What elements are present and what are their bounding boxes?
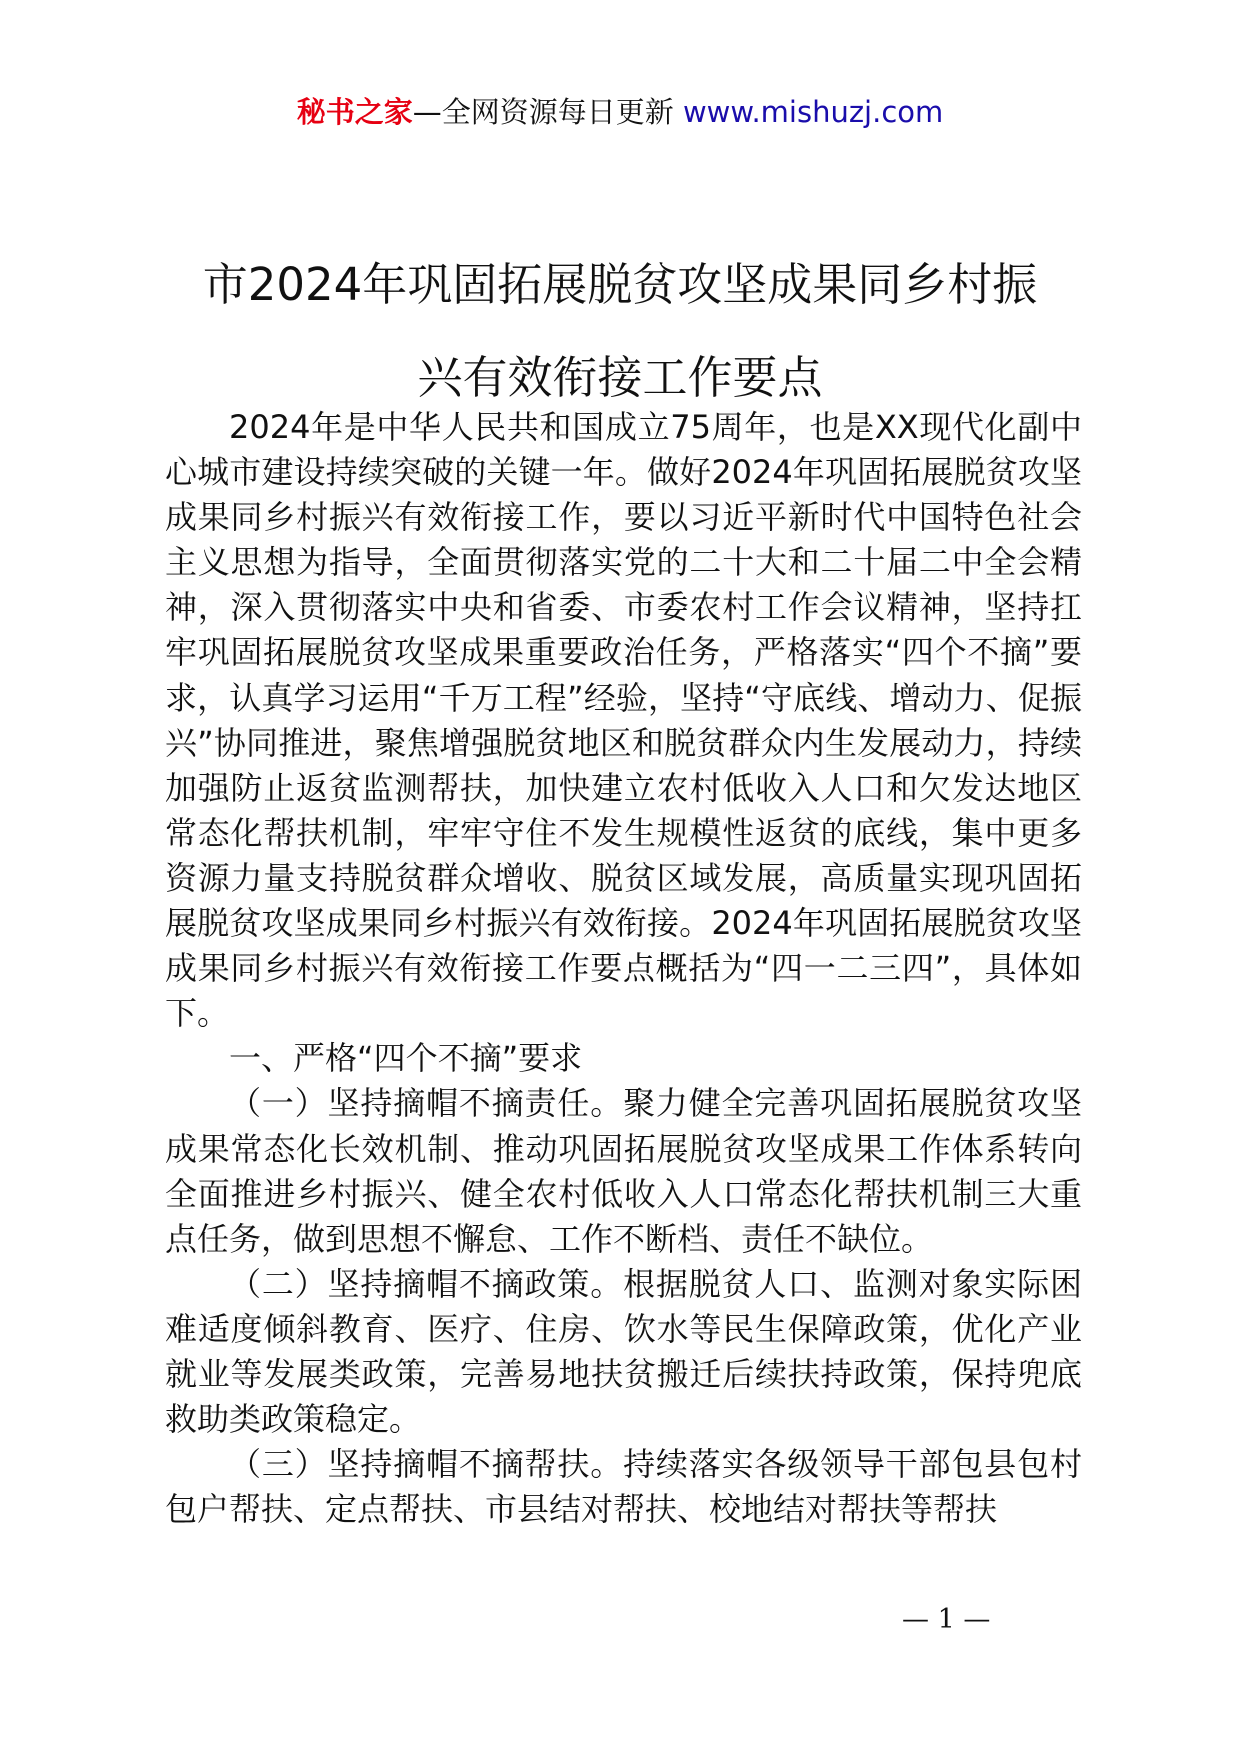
title-line-2: 兴有效衔接工作要点 — [417, 351, 823, 404]
site-banner — [0, 92, 1240, 132]
document-body — [165, 405, 1082, 1532]
section-heading-1: 一、严格“四个不摘”要求 — [229, 1039, 583, 1078]
banner-slogan: —全网资源每日更新 — [412, 95, 674, 129]
body-paragraph-1: （一）坚持摘帽不摘责任。聚力健全完善巩固拓展脱贫攻坚成果常态化长效机制、推动巩固拓展脱贫攻坚成果工作体系转向全面推进乡村振兴、健全农村低收入人口常态化帮扶机制三大重点任务，做到思想不懈怠、工作不断档、责任不缺位。 — [165, 1084, 1082, 1258]
page-number: — 1 — — [902, 1604, 991, 1635]
intro-paragraph: 2024年是中华人民共和国成立75周年，也是XX现代化副中心城市建设持续突破的关键一年。做好2024年巩固拓展脱贫攻坚成果同乡村振兴有效衔接工作，要以习近平新时代中国特色社会主义思想为指导，全面贯彻落实党的二十大和二十届二中全会精神，深入贯彻落实中央和省委、市委农村工作会议精神，坚持扛牢巩固拓展脱贫攻坚成果重要政治任务，严格落实“四个不摘”要求，认真学习运用“千万工程”经验，坚持“守底线、增动力、促振兴”协同推进，聚焦增强脱贫地区和脱贫群众内生发展动力，持续加强防止返贫监测帮扶，加快建立农村低收入人口和欠发达地区常态化帮扶机制，牢牢守住不发生规模性返贫的底线，集中更多资源力量支持脱贫群众增收、脱贫区域发展，高质量实现巩固拓展脱贫攻坚成果同乡村振兴有效衔接。2024年巩固拓展脱贫攻坚成果同乡村振兴有效衔接工作要点概括为“四一二三四”，具体如下。 — [165, 408, 1082, 1033]
body-paragraph-3: （三）坚持摘帽不摘帮扶。持续落实各级领导干部包县包村包户帮扶、定点帮扶、市县结对帮扶、校地结对帮扶等帮扶 — [165, 1445, 1082, 1529]
banner-brand: 秘书之家 — [296, 95, 413, 129]
title-line-1: 市2024年巩固拓展脱贫攻坚成果同乡村振 — [202, 258, 1038, 311]
banner-url-link[interactable]: www.mishuzj.com — [682, 95, 944, 129]
document-title — [0, 238, 1240, 424]
body-paragraph-2: （二）坚持摘帽不摘政策。根据脱贫人口、监测对象实际困难适度倾斜教育、医疗、住房、饮水等民生保障政策，优化产业就业等发展类政策，完善易地扶贫搬迁后续扶持政策，保持兜底救助类政策稳定。 — [165, 1264, 1082, 1439]
